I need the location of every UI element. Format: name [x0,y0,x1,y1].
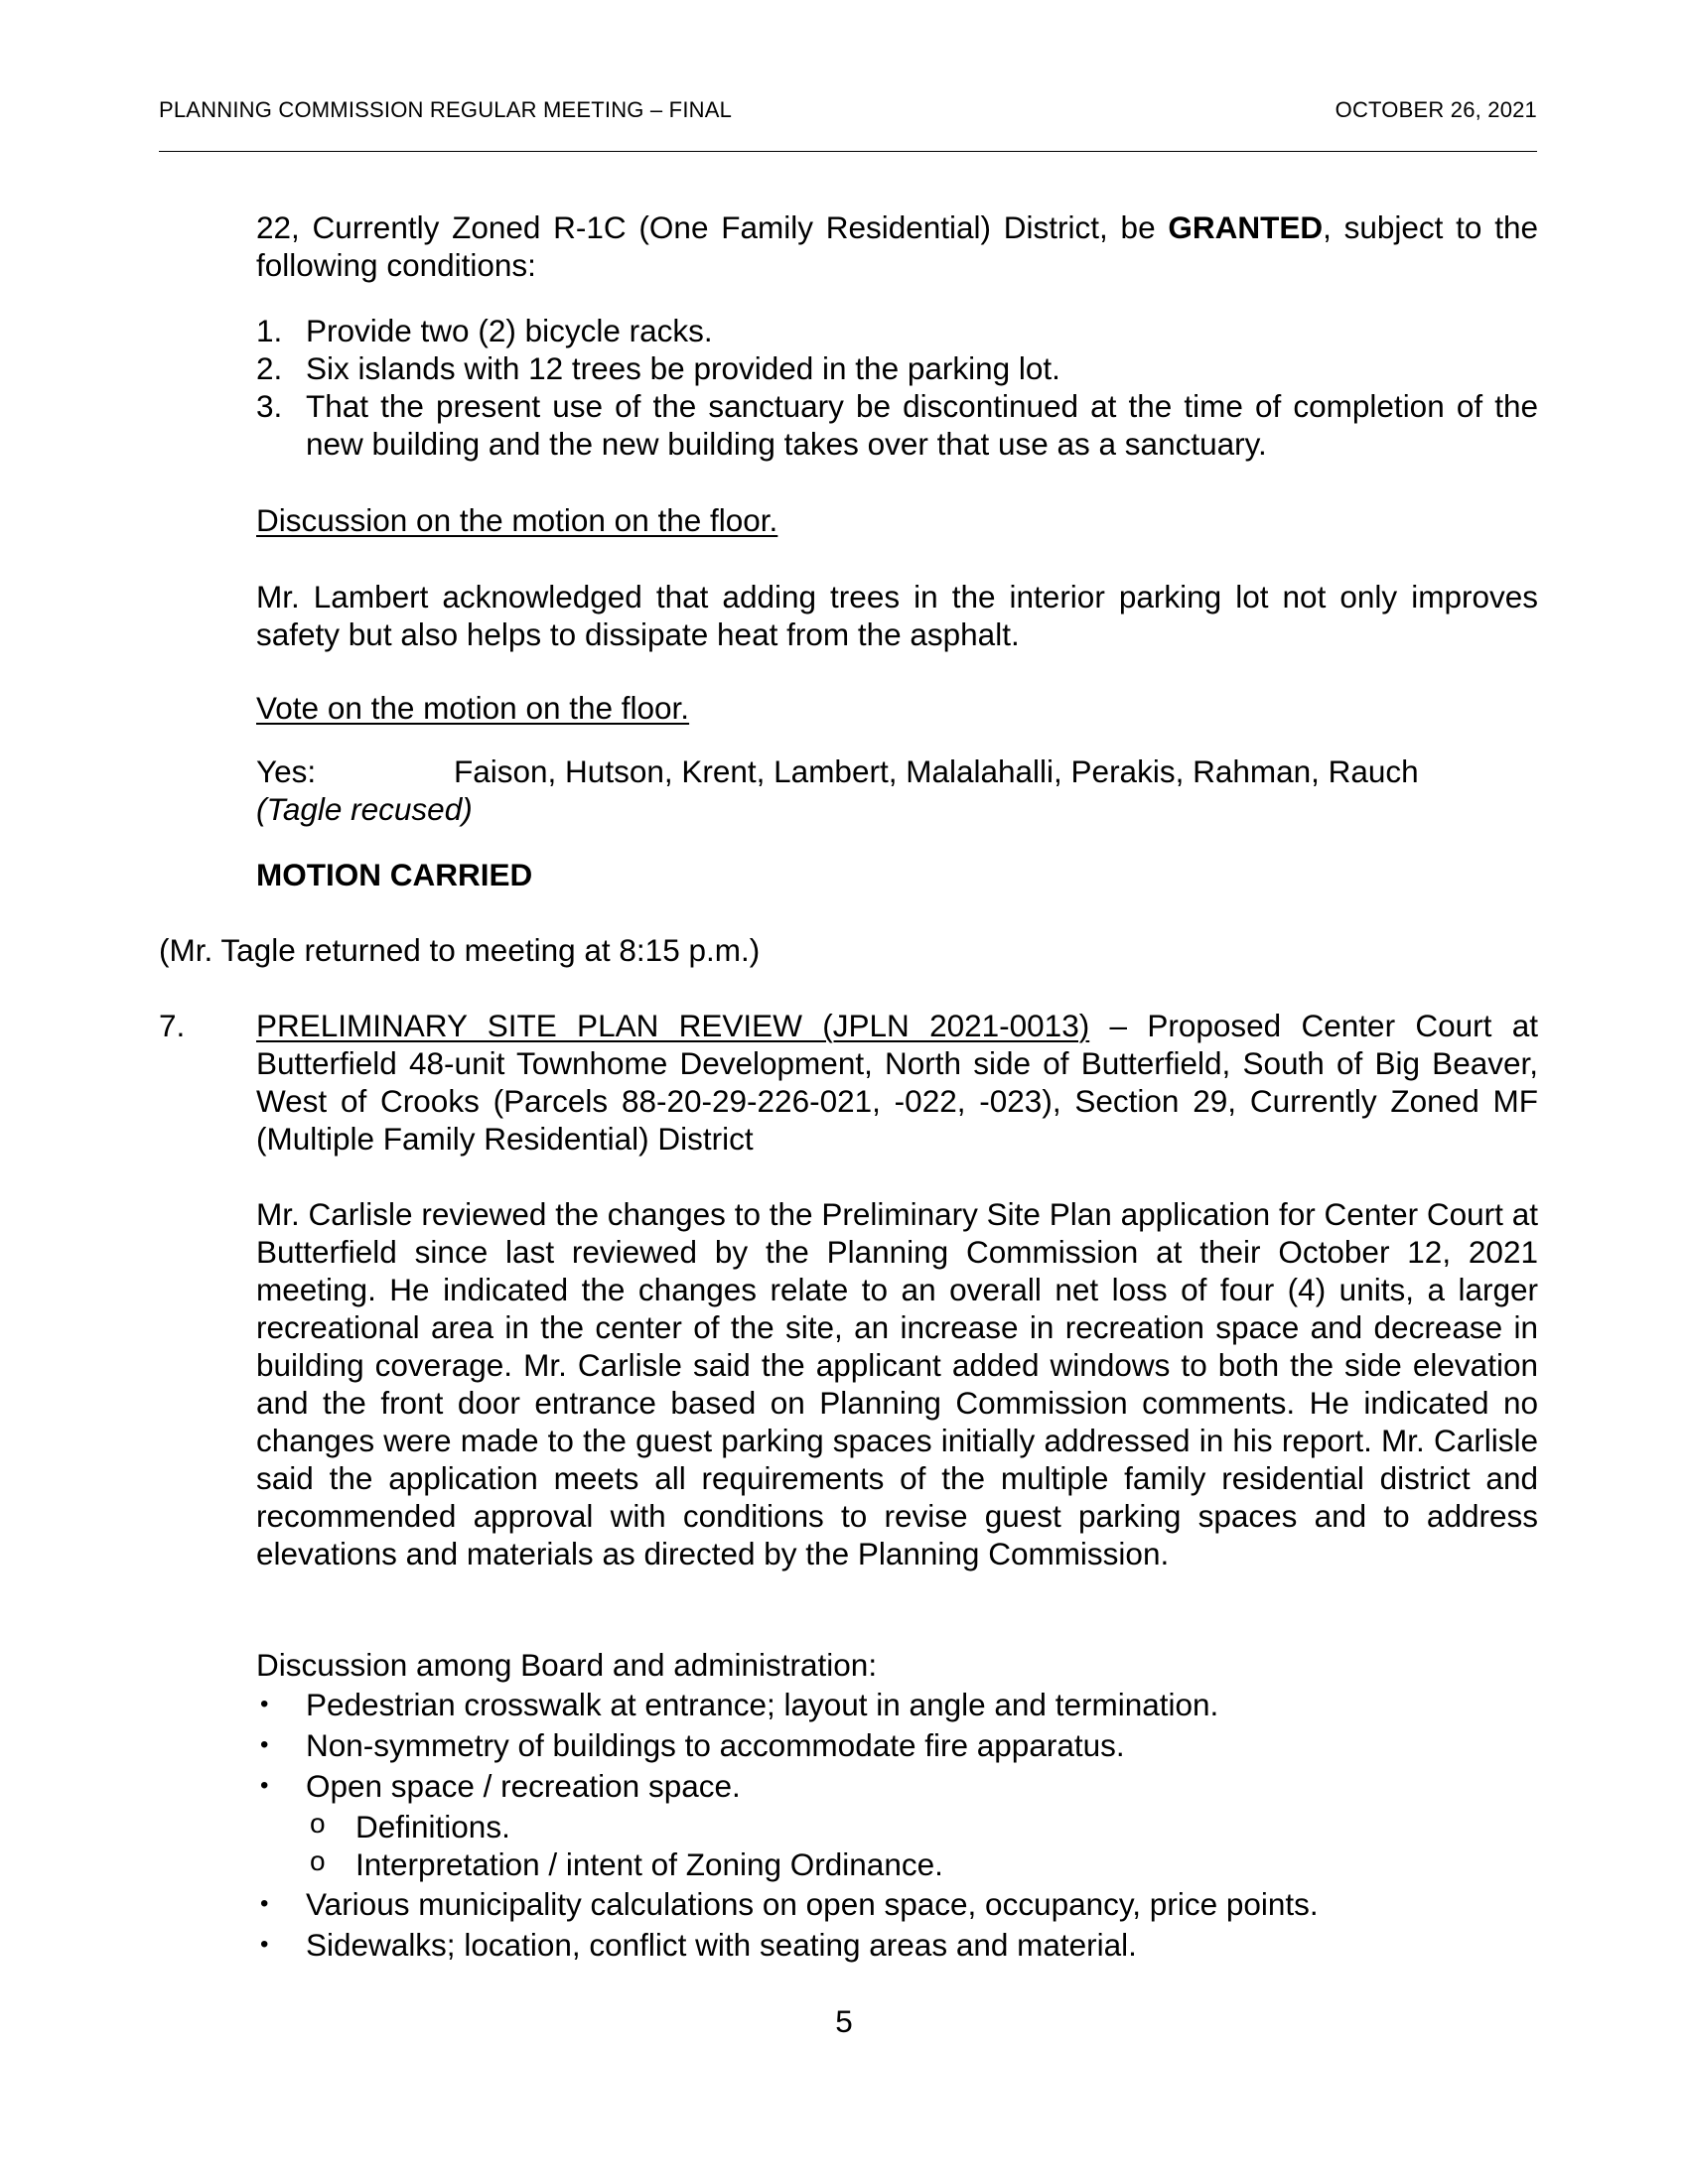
bullet-item [256,1926,1538,1967]
conditions-list [256,312,1538,463]
bullet-text: Open space / recreation space. [306,1768,741,1804]
bullet-text: Various municipality calculations on open space, occupancy, price points. [306,1886,1319,1922]
item-title-link: PRELIMINARY SITE PLAN REVIEW (JPLN 2021-0013) [256,1008,1090,1043]
bullet-text: Sidewalks; location, conflict with seating areas and material. [306,1927,1137,1963]
condition-text: Provide two (2) bicycle racks. [306,313,713,348]
granted-text: GRANTED [1168,209,1324,245]
sub-bullet-item [256,1845,1538,1883]
circle-bullet-icon: o [310,1845,326,1876]
sub-bullet-text: Definitions. [355,1809,510,1844]
condition-number: 1. [256,313,283,348]
lambert-paragraph: Mr. Lambert acknowledged that adding trees in the interior parking lot not only improves safety but also helps to dissipate heat from the asphalt. [256,579,1538,652]
bullet-icon: • [260,1691,269,1717]
motion-result: MOTION CARRIED [256,857,533,892]
bullet-icon: • [260,1890,269,1917]
bullet-icon: • [260,1731,269,1758]
bullet-item [256,1686,1538,1726]
condition-text: Six islands with 12 trees be provided in the parking lot. [306,350,1060,386]
header-title: PLANNING COMMISSION REGULAR MEETING – FINAL [159,97,733,122]
page-number: 5 [835,2003,853,2039]
sub-bullet-item [256,1808,1538,1845]
bullet-text: Pedestrian crosswalk at entrance; layout in angle and termination. [306,1687,1219,1722]
intro-text-after: , subject to the following conditions: [256,209,1539,283]
bullet-icon: • [260,1931,269,1958]
condition-text: That the present use of the sanctuary be discontinued at the time of completion of the new building and the new building takes over that use as a sanctuary. [306,388,1538,462]
condition-item [256,349,1538,387]
intro-text-before: 22, Currently Zoned R-1C (One Family Residential) District, be [256,209,1169,245]
carlisle-paragraph: Mr. Carlisle reviewed the changes to the Preliminary Site Plan application for Center Court at Butterfield since last reviewed by the Planning Commission at their October 12, 2021 meeting. He indicated the changes relate to an overall net loss of four (4) units, a larger recreational area in the center of the site, an increase in recreation space and decrease in building coverage. Mr. Carlisle said the applicant added windows to both the side elevation and the front door entrance based on Planning Commission comments. He indicated no changes were made to the guest parking spaces initially addressed in his report. Mr. Carlisle said the application meets all requirements of the multiple family residential district and recommended approval with conditions to revise guest parking spaces and to address elevations and materials as directed by the Planning Commission. [256,1196,1538,1571]
vote-recused: (Tagle recused) [256,791,473,827]
condition-number: 2. [256,350,283,386]
discussion-intro: Discussion among Board and administration: [256,1647,878,1683]
bullet-item [256,1767,1538,1808]
bullet-item [256,1885,1538,1926]
vote-yes-label: Yes: [256,753,317,789]
returned-note: (Mr. Tagle returned to meeting at 8:15 p.m.) [159,932,761,968]
condition-item [256,312,1538,349]
intro-paragraph [256,208,1538,284]
bullet-icon: • [260,1772,269,1799]
discussion-bullets [256,1686,1538,1967]
circle-bullet-icon: o [310,1808,326,1839]
vote-yes-row [256,752,1538,790]
item-title-rest: – Proposed Center Court at Butterfield 48-unit Townhome Development, North side of Butterfield, South of Big Beaver, West of Crooks (Parcels 88-20-29-226-021, -022, -023), Section 29, Currently Zoned MF (Multiple Family Residential) District [256,1008,1538,1157]
item-number: 7. [159,1008,186,1043]
item-title [256,1007,1538,1158]
condition-item [256,387,1538,463]
sub-bullet-text: Interpretation / intent of Zoning Ordinance. [355,1846,943,1882]
condition-number: 3. [256,388,283,424]
vote-heading: Vote on the motion on the floor. [256,690,690,726]
vote-block [256,752,1538,828]
page-header [159,97,1537,152]
bullet-text: Non-symmetry of buildings to accommodate fire apparatus. [306,1727,1125,1763]
header-date: OCTOBER 26, 2021 [1335,97,1537,122]
vote-yes-names: Faison, Hutson, Krent, Lambert, Malalahalli, Perakis, Rahman, Rauch [454,753,1419,789]
discussion-heading: Discussion on the motion on the floor. [256,502,778,538]
bullet-item [256,1726,1538,1767]
